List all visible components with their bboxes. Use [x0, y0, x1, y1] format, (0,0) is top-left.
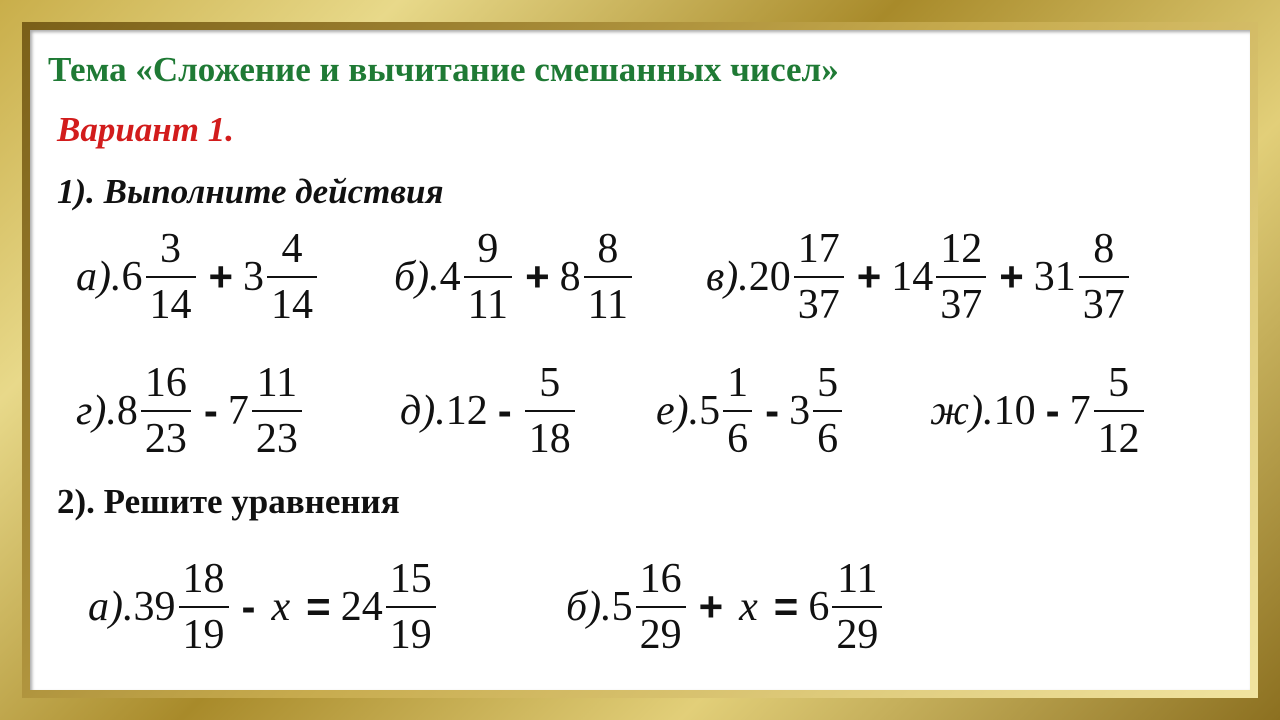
- task1-a: [76, 222, 320, 332]
- whole: 31: [1033, 254, 1076, 300]
- whole: 20: [748, 254, 791, 300]
- label: б).: [394, 254, 440, 300]
- denominator: 19: [182, 612, 225, 658]
- task1-d: [400, 356, 578, 466]
- fraction: [141, 362, 191, 460]
- task1-zh: [930, 356, 1147, 466]
- variable-x: x: [271, 584, 291, 630]
- denominator: 6: [727, 416, 749, 462]
- label: д).: [400, 388, 446, 434]
- fraction: [1079, 228, 1129, 326]
- numerator: 8: [1093, 226, 1115, 272]
- operator: +: [999, 253, 1024, 300]
- page-title: Тема «Сложение и вычитание смешанных чисел»: [48, 50, 839, 89]
- denominator: 37: [940, 282, 983, 328]
- denominator: 23: [255, 416, 298, 462]
- denominator: 14: [149, 282, 192, 328]
- numerator: 17: [797, 226, 840, 272]
- operator: +: [856, 253, 882, 300]
- numerator: 9: [477, 226, 499, 272]
- label: ж).: [930, 388, 994, 434]
- numerator: 15: [389, 556, 432, 602]
- equals-sign: =: [773, 583, 799, 630]
- label: г).: [76, 388, 117, 434]
- operator: +: [208, 253, 234, 300]
- denominator: 11: [587, 282, 629, 328]
- whole: 10: [993, 388, 1036, 434]
- operator: +: [698, 583, 724, 630]
- numerator: 11: [837, 556, 878, 602]
- numerator: 18: [182, 556, 225, 602]
- whole: 6: [808, 584, 830, 630]
- variant-heading: Вариант 1.: [57, 110, 234, 149]
- fraction: [146, 228, 196, 326]
- numerator: 8: [597, 226, 619, 272]
- numerator: 5: [539, 360, 561, 406]
- fraction: [832, 558, 882, 656]
- denominator: 19: [389, 612, 432, 658]
- numerator: 4: [281, 226, 303, 272]
- fraction: [1094, 362, 1144, 460]
- denominator: 11: [467, 282, 509, 328]
- whole: 7: [227, 388, 249, 434]
- task1-e: [656, 356, 845, 466]
- fraction: [464, 228, 512, 326]
- whole: 3: [789, 388, 811, 434]
- denominator: 23: [144, 416, 187, 462]
- denominator: 18: [528, 416, 571, 462]
- task1-g: [76, 356, 305, 466]
- fraction: [179, 558, 229, 656]
- whole: 8: [559, 254, 581, 300]
- fraction: [813, 362, 842, 460]
- fraction: [636, 558, 686, 656]
- task1-heading: 1). Выполните действия: [57, 172, 444, 211]
- equals-sign: =: [306, 583, 331, 630]
- fraction: [386, 558, 436, 656]
- task2-a: [88, 552, 439, 662]
- whole: 12: [445, 388, 488, 434]
- numerator: 3: [160, 226, 181, 272]
- denominator: 29: [639, 612, 682, 658]
- whole: 24: [340, 584, 383, 630]
- fraction: [252, 362, 302, 460]
- operator: -: [1045, 387, 1060, 434]
- task1-b: [394, 222, 635, 332]
- whole: 14: [891, 254, 934, 300]
- task2-b: [566, 552, 885, 662]
- denominator: 29: [836, 612, 879, 658]
- label: е).: [656, 388, 700, 434]
- numerator: 11: [256, 360, 298, 406]
- numerator: 1: [727, 360, 749, 406]
- denominator: 37: [1082, 282, 1125, 328]
- fraction: [584, 228, 632, 326]
- denominator: 14: [271, 282, 314, 328]
- fraction: [267, 228, 317, 326]
- denominator: 12: [1097, 416, 1140, 462]
- operator: -: [203, 387, 218, 434]
- denominator: 6: [817, 416, 839, 462]
- fraction: [794, 228, 844, 326]
- label: а).: [76, 254, 122, 300]
- numerator: 16: [639, 556, 682, 602]
- whole: 4: [439, 254, 461, 300]
- numerator: 16: [144, 360, 187, 406]
- whole: 5: [611, 584, 633, 630]
- operator: +: [525, 253, 550, 300]
- fraction: [525, 362, 575, 460]
- task1-v: [706, 222, 1132, 332]
- operator: -: [241, 583, 256, 630]
- task2-heading: 2). Решите уравнения: [57, 482, 400, 521]
- label: а).: [88, 584, 134, 630]
- variable-x: x: [739, 584, 758, 630]
- operator: -: [765, 387, 780, 434]
- label: в).: [706, 254, 749, 300]
- operator: -: [497, 387, 512, 434]
- whole: 39: [133, 584, 176, 630]
- whole: 5: [699, 388, 721, 434]
- fraction: [723, 362, 752, 460]
- fraction: [936, 228, 986, 326]
- numerator: 12: [940, 226, 983, 272]
- whole: 8: [116, 388, 138, 434]
- whole: 7: [1069, 388, 1091, 434]
- whole: 3: [243, 254, 265, 300]
- whole: 6: [121, 254, 143, 300]
- denominator: 37: [797, 282, 840, 328]
- numerator: 5: [1108, 360, 1130, 406]
- label: б).: [566, 584, 612, 630]
- numerator: 5: [817, 360, 839, 406]
